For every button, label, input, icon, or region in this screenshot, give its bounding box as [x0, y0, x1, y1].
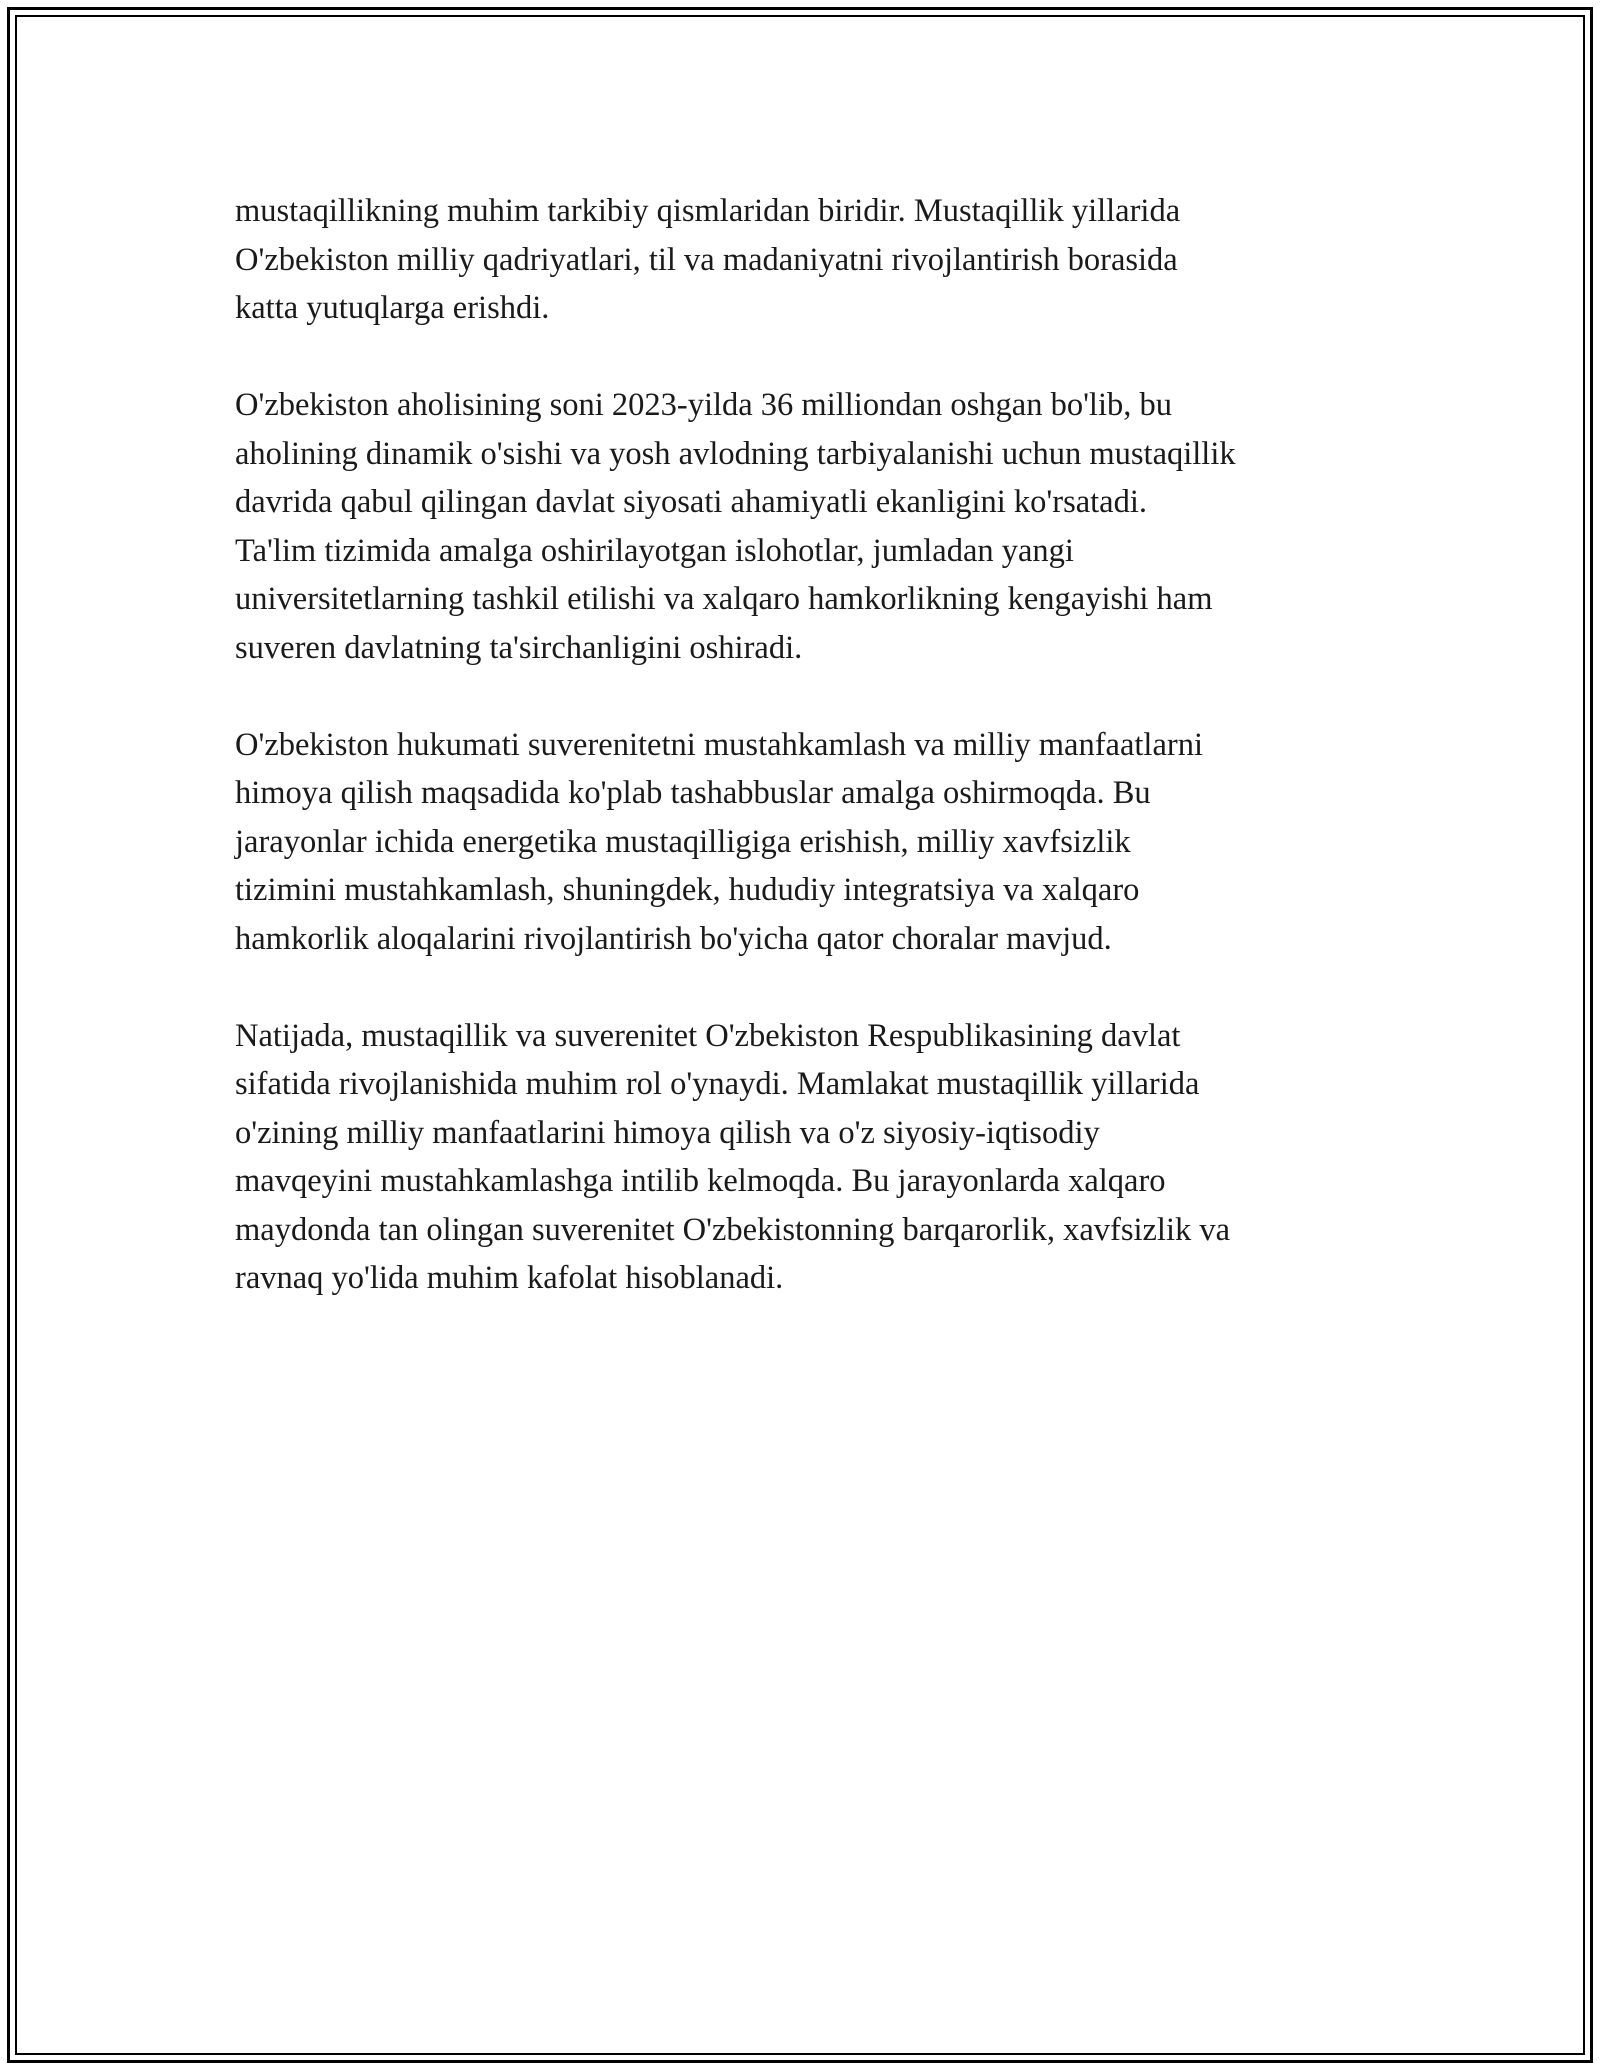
document-body [235, 187, 1375, 1303]
paragraph-2: O'zbekiston aholisining soni 2023-yilda 36 milliondan oshgan bo'lib, bu aholining dinamik o'sishi va yosh avlodning tarbiyalanishi uchun mustaqillik davrida qabul qilingan davlat siyosati ahamiyatli ekanligini ko'rsatadi. Ta'lim tizimida amalga oshirilayotgan islohotlar, jumladan yangi universitetlarning tashkil etilishi va xalqaro hamkorlikning kengayishi ham suveren davlatning ta'sirchanligini oshiradi. [235, 387, 1236, 666]
paragraph-3: O'zbekiston hukumati suverenitetni mustahkamlash va milliy manfaatlarni himoya qilish maqsadida ko'plab tashabbuslar amalga oshirmoqda. Bu jarayonlar ichida energetika mustaqilligiga erishish, milliy xavfsizlik tizimini mustahkamlash, shuningdek, hududiy integratsiya va xalqaro hamkorlik aloqalarini rivojlantirish bo'yicha qator choralar mavjud. [235, 726, 1203, 957]
paragraph-1: mustaqillikning muhim tarkibiy qismlaridan biridir. Mustaqillik yillarida O'zbekiston milliy qadriyatlari, til va madaniyatni rivojlantirish borasida katta yutuqlarga erishdi. [235, 193, 1181, 326]
paragraph-4: Natijada, mustaqillik va suverenitet O'zbekiston Respublikasining davlat sifatida rivojlanishida muhim rol o'ynaydi. Mamlakat mustaqillik yillarida o'zining milliy manfaatlarini himoya qilish va o'z siyosiy-iqtisodiy mavqeyini mustahkamlashga intilib kelmoqda. Bu jarayonlarda xalqaro maydonda tan olingan suverenitet O'zbekistonning barqarorlik, xavfsizlik va ravnaq yo'lida muhim kafolat hisoblanadi. [235, 1017, 1231, 1296]
